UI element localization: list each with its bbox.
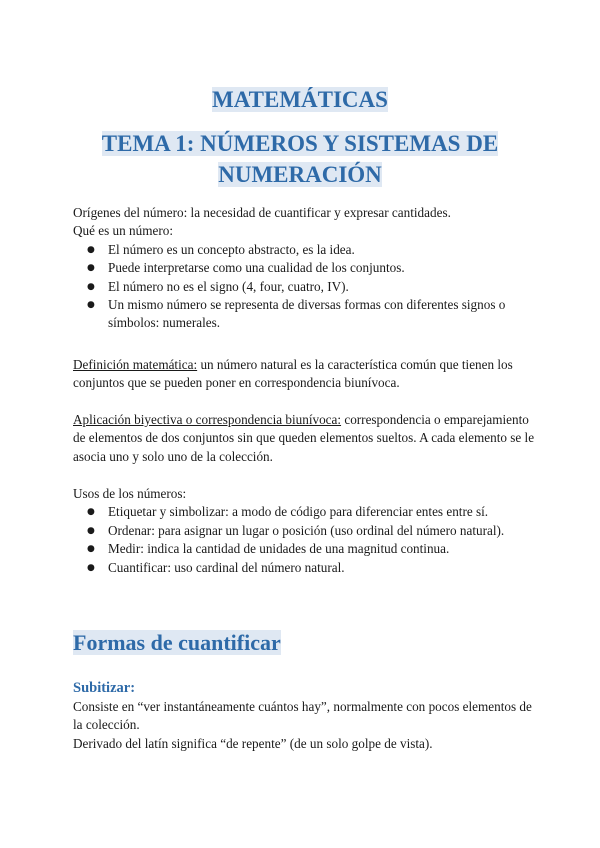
definition-text: un número natural es la característica común que tienen los conjuntos que se pueden poner en correspondencia biunívoca. bbox=[73, 357, 513, 391]
uses-list bbox=[73, 503, 543, 577]
list-item: ● El número es un concepto abstracto, es la idea. bbox=[73, 241, 543, 259]
definition-label: Definición matemática: bbox=[73, 357, 198, 372]
list-item: ● Ordenar: para asignar un lugar o posición (uso ordinal del número natural). bbox=[73, 522, 543, 540]
list-item: ● El número no es el signo (4, four, cuatro, IV). bbox=[73, 278, 543, 296]
bijective-label: Aplicación biyectiva o correspondencia biunívoca: bbox=[73, 412, 342, 427]
list-item: ● Cuantificar: uso cardinal del número natural. bbox=[73, 559, 543, 577]
uses-heading: Usos de los números: bbox=[73, 486, 187, 501]
subsection-heading: Subitizar: bbox=[73, 680, 136, 696]
topic-title bbox=[0, 128, 600, 190]
number-definition-list bbox=[73, 241, 543, 333]
what-is-number-line: Qué es un número: bbox=[73, 223, 173, 239]
subitize-block bbox=[73, 698, 543, 753]
list-item: ● Puede interpretarse como una cualidad de los conjuntos. bbox=[73, 259, 543, 277]
subitize-line2: Derivado del latín significa “de repente” (de un solo golpe de vista). bbox=[73, 735, 433, 751]
origins-block bbox=[73, 204, 543, 333]
origins-line: Orígenes del número: la necesidad de cuantificar y expresar cantidades. bbox=[73, 205, 451, 220]
topic-title-line1: TEMA 1: NÚMEROS Y SISTEMAS DE bbox=[101, 131, 499, 156]
bijective-paragraph bbox=[73, 411, 543, 466]
list-item: ● Medir: indica la cantidad de unidades de una magnitud continua. bbox=[73, 540, 543, 558]
list-item: ● Un mismo número se representa de diversas formas con diferentes signos o símbolos: numerales. bbox=[73, 296, 543, 333]
section-heading bbox=[73, 628, 281, 658]
bijective-text: correspondencia o emparejamiento de elementos de dos conjuntos sin que queden elementos sueltos. A cada elemento se le asocia uno y solo uno de la colección. bbox=[73, 412, 535, 464]
subitize-line1: Consiste en “ver instantáneamente cuántos hay”, normalmente con pocos elementos de la colección. bbox=[73, 699, 532, 733]
list-item: ● Etiquetar y simbolizar: a modo de código para diferenciar entes entre sí. bbox=[73, 503, 543, 521]
section-heading-text: Formas de cuantificar bbox=[73, 630, 281, 655]
main-title-text: MATEMÁTICAS bbox=[212, 87, 388, 112]
topic-title-line2: NUMERACIÓN bbox=[218, 162, 382, 187]
uses-block bbox=[73, 485, 543, 577]
main-title bbox=[0, 86, 600, 114]
definition-paragraph bbox=[73, 356, 543, 393]
